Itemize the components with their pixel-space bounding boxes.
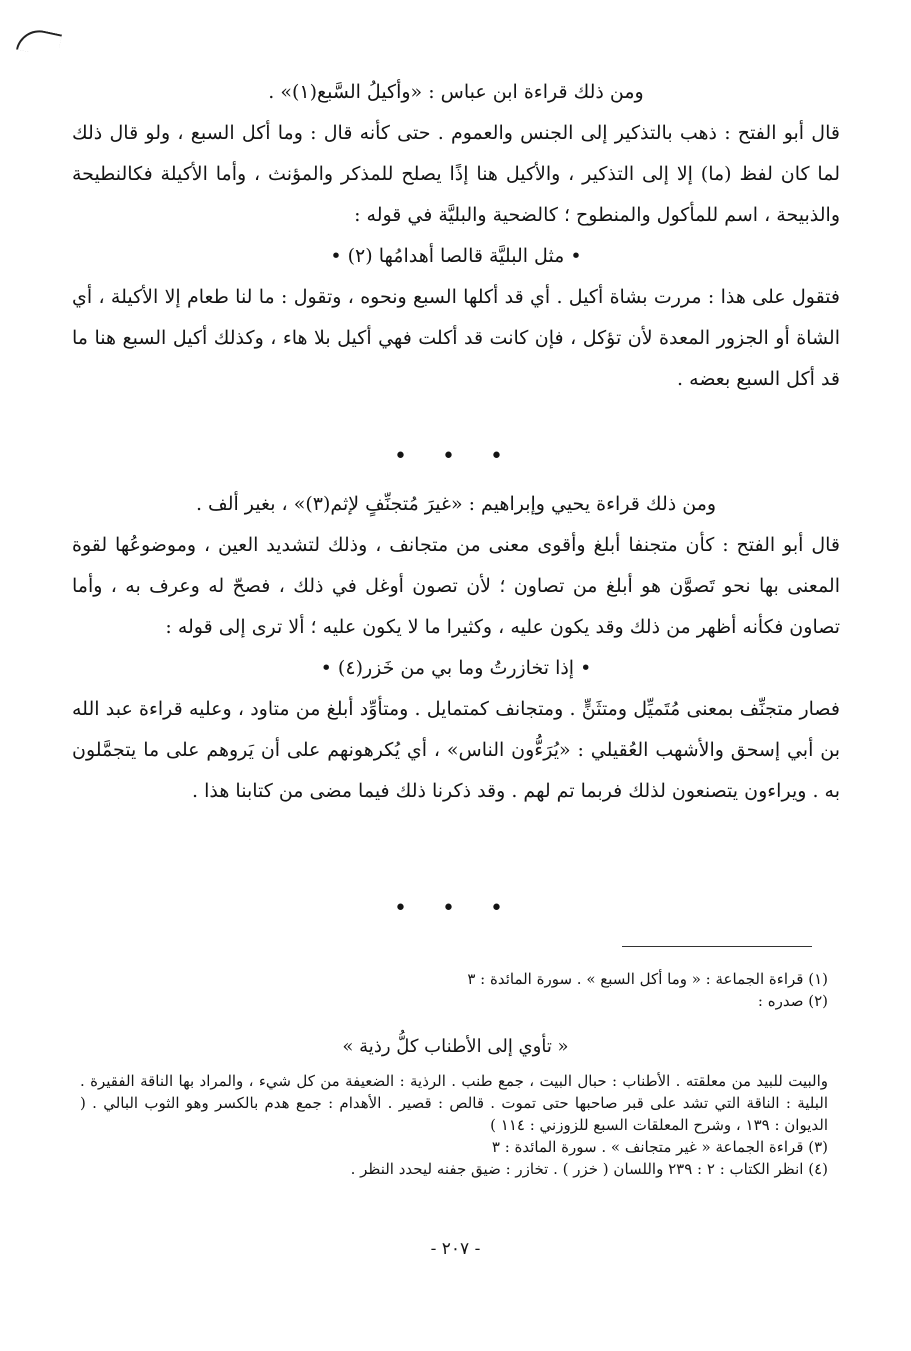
section-2-paragraph-2: فصار متجنِّف بمعنى مُتَميِّل ومتثَنٍّ . ومتجانف كمتمايل . ومتأوِّد أبلغ من متاود ، وعليه قراءة عبد الله بن أبي إسحق والأشهب العُقيلي : «يُرَءُّون الناس» ، أي يُكرهونهم على أن يَروهم على ما يتجمَّلون به . ويراءون يتصنعون لذلك فربما تم لهم . وقد ذكرنا ذلك فيما مضى من كتابنا هذا . [72,698,840,802]
section-1 [72,72,840,400]
section-2-verse: • إذا تخازرتُ وما بي من خَزر(٤) • [320,657,592,679]
footnote-verse: « تأوي إلى الأطناب كلُّ رذية » [342,1036,569,1057]
footnote-4: (٤) انظر الكتاب : ٢ : ٢٣٩ واللسان ( خزر ) . تخازر : ضيق جفنه ليحدد النظر . [350,1160,828,1178]
section-2 [72,484,840,812]
footnote-rule [622,946,812,947]
footnote-3: (٣) قراءة الجماعة « غير متجانف » . سورة المائدة : ٣ [491,1138,828,1156]
footnote-1: (١) قراءة الجماعة : « وما أكل السبع » . سورة المائدة : ٣ [467,970,828,988]
page-number: - ٢٠٧ - [430,1239,481,1259]
section-1-paragraph-1: قال أبو الفتح : ذهب بالتذكير إلى الجنس والعموم . حتى كأنه قال : وما أكل السبع ، ولو قال ذلك لما كان لفظ (ما) إلا إلى التذكير ، والأكيل هنا إذًا يصلح للمذكر والمؤنث ، وأما الأكيلة فكالنطيحة والذبيحة ، اسم للمأكول والمنطوح ؛ كالضحية والبليَّة في قوله : [72,122,840,226]
separator-stars-2 [0,898,911,920]
separator-text-2: • • • [394,896,517,921]
section-2-intro: ومن ذلك قراءة يحيي وإبراهيم : «غيرَ مُتجنِّفٍ لإثم(٣)» ، بغير ألف . [195,493,717,515]
footnote-2-explanation: والبيت للبيد من معلقته . الأطناب : حبال البيت ، جمع طنب . الرذية : الضعيفة من كل شيء ، والمراد بها الناقة الفقيرة . البلية : الناقة التي تشد على قبر صاحبها حتى تموت . قالص : قصير . الأهدام : جمع هدم بالكسر وهو الثوب البالي . ( الديوان : ١٣٩ ، وشرح المعلقات السبع للزوزني : ١١٤ ) [80,1072,828,1134]
separator-text-1: • • • [394,444,517,469]
section-1-paragraph-2: فتقول على هذا : مررت بشاة أكيل . أي قد أكلها السبع ونحوه ، وتقول : ما لنا طعام إلا الأكيلة ، أي الشاة أو الجزور المعدة لأن تؤكل ، فإن كانت قد أكلت فهي أكيل بلا هاء ، وكذلك أكيل السبع هنا ما قد أكل السبع بعضه . [72,286,840,390]
footnote-2: (٢) صدره : [757,992,828,1010]
section-1-intro: ومن ذلك قراءة ابن عباس : «وأكيلُ السَّبع(١)» . [268,81,644,103]
section-1-verse: • مثل البليَّة قالصا أهدامُها (٢) • [330,245,582,267]
footnotes-top [80,968,828,1012]
footnotes-bottom [80,1070,828,1180]
corner-pen-mark [16,26,62,58]
separator-stars-1 [0,446,911,468]
section-2-paragraph-1: قال أبو الفتح : كأن متجنفا أبلغ وأقوى معنى من متجانف ، وذلك لتشديد العين ، وموضوعُها لقوة المعنى بها نحو تَصوَّن هو أبلغ من تصاون ؛ لأن تصون أوغل في ذلك ، فصحّ له وعرف به ، وأما تصاون فكأنه أظهر من ذلك وقد يكون عليه ، وكثيرا ما لا يكون عليه ؛ ألا ترى إلى قوله : [72,534,840,638]
